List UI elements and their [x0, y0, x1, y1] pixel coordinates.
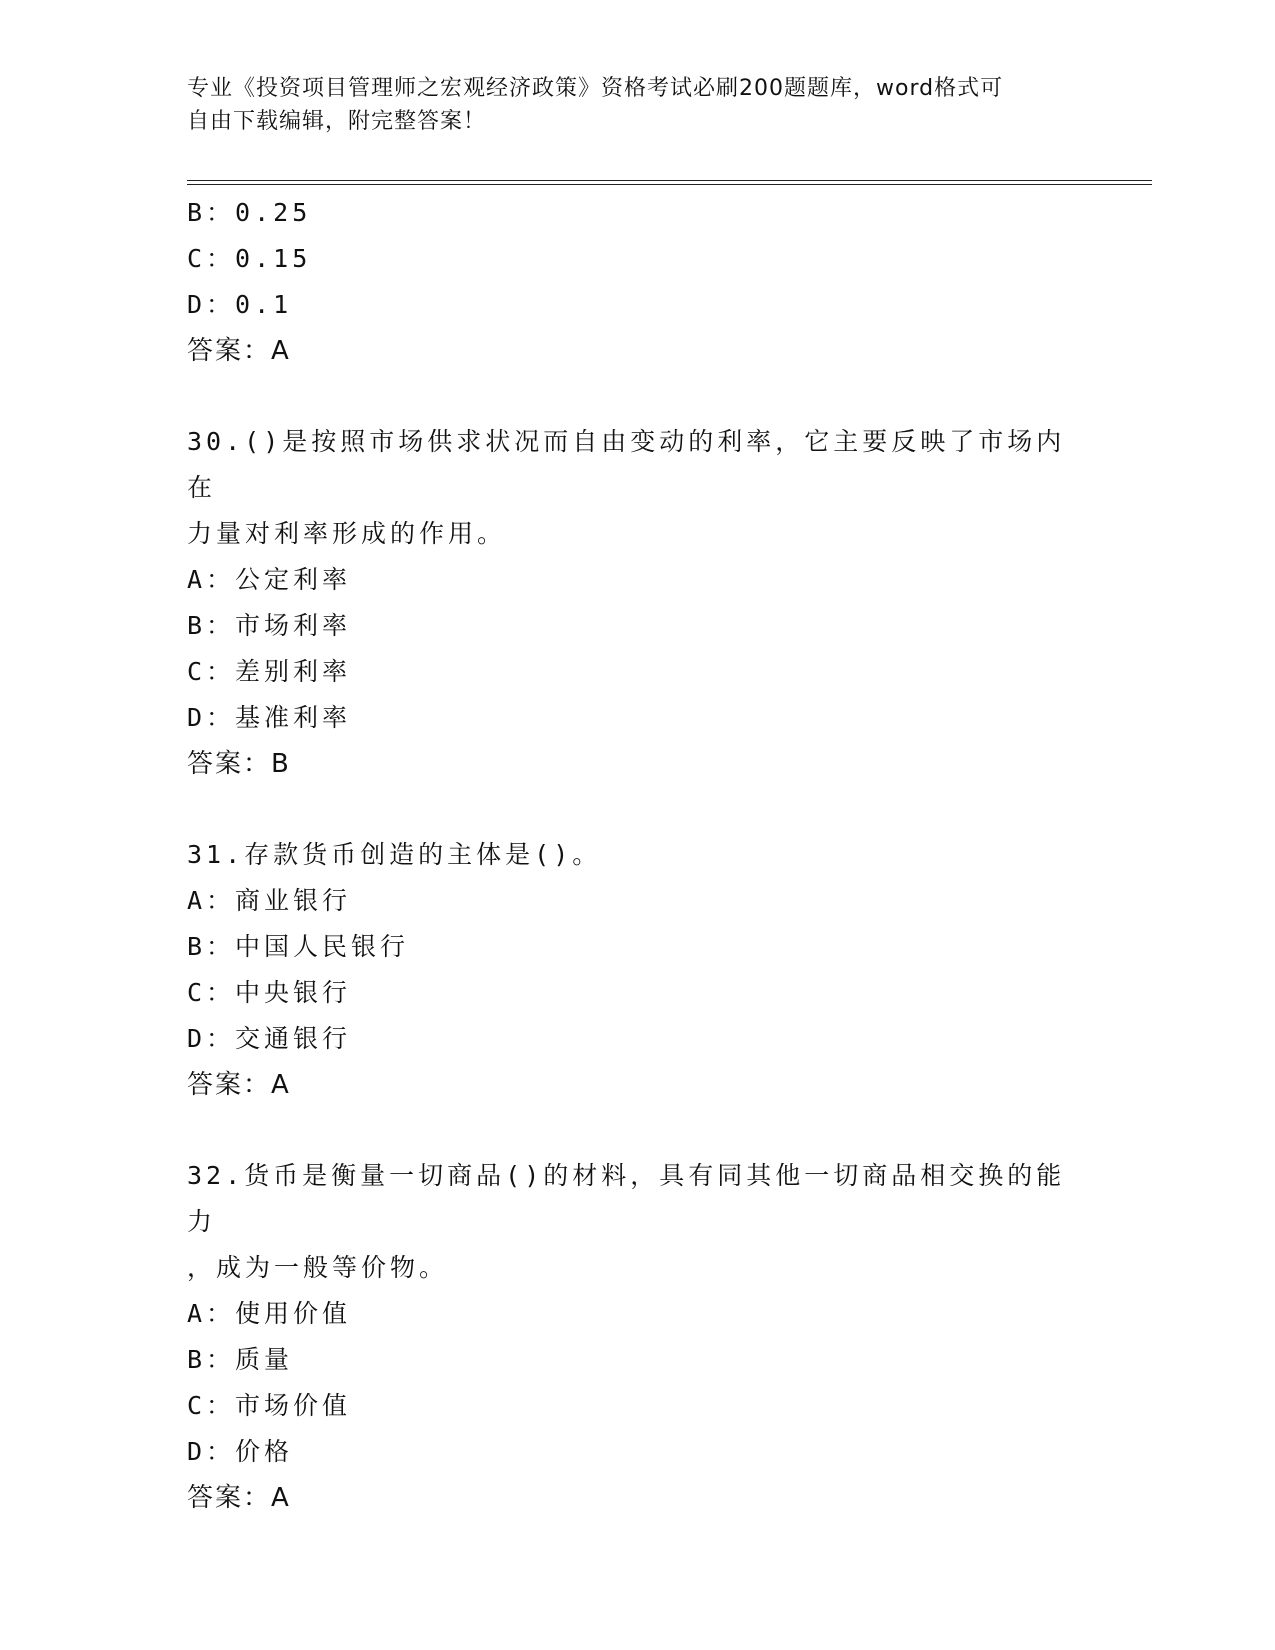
option-d: D：基准利率	[187, 703, 352, 732]
question-stem-line-1: 30.()是按照市场供求状况而自由变动的利率，它主要反映了市场内在	[187, 427, 1066, 502]
header-rule-top	[187, 180, 1152, 181]
question-stem-line-1: 32.货币是衡量一切商品()的材料，具有同其他一切商品相交换的能力	[187, 1161, 1066, 1236]
header-line-2: 自由下载编辑，附完整答案！	[187, 109, 487, 134]
option-d: D：0.1	[187, 290, 293, 319]
question-stem-line-2: 力量对利率形成的作用。	[187, 519, 507, 548]
option-b: B：0.25	[187, 198, 312, 227]
answer-label: 答案：A	[187, 336, 291, 366]
answer-label: 答案：A	[187, 1483, 291, 1513]
answer-label: 答案：B	[187, 749, 291, 779]
option-d: D：交通银行	[187, 1024, 352, 1053]
option-b: B：质量	[187, 1345, 294, 1374]
question-block-32	[187, 1153, 1087, 1521]
question-stem-line-2: ，成为一般等价物。	[187, 1253, 449, 1282]
question-block-29	[187, 190, 1087, 374]
spacer	[187, 1108, 1087, 1153]
document-header	[187, 72, 1067, 138]
option-a: A：商业银行	[187, 886, 352, 915]
option-a: A：公定利率	[187, 565, 352, 594]
header-line-1: 专业《投资项目管理师之宏观经济政策》资格考试必刷200题题库，word格式可	[187, 76, 1004, 101]
question-stem-line-1: 31.存款货币创造的主体是()。	[187, 840, 602, 869]
question-block-31	[187, 832, 1087, 1108]
spacer	[187, 787, 1087, 832]
header-rule-bottom	[187, 184, 1152, 185]
option-a: A：使用价值	[187, 1299, 352, 1328]
option-c: C：中央银行	[187, 978, 352, 1007]
option-b: B：中国人民银行	[187, 932, 410, 961]
spacer	[187, 374, 1087, 419]
question-block-30	[187, 419, 1087, 787]
option-b: B：市场利率	[187, 611, 352, 640]
option-d: D：价格	[187, 1437, 294, 1466]
option-c: C：市场价值	[187, 1391, 352, 1420]
option-c: C：0.15	[187, 244, 312, 273]
answer-label: 答案：A	[187, 1070, 291, 1100]
option-c: C：差别利率	[187, 657, 352, 686]
question-list	[187, 190, 1087, 1521]
